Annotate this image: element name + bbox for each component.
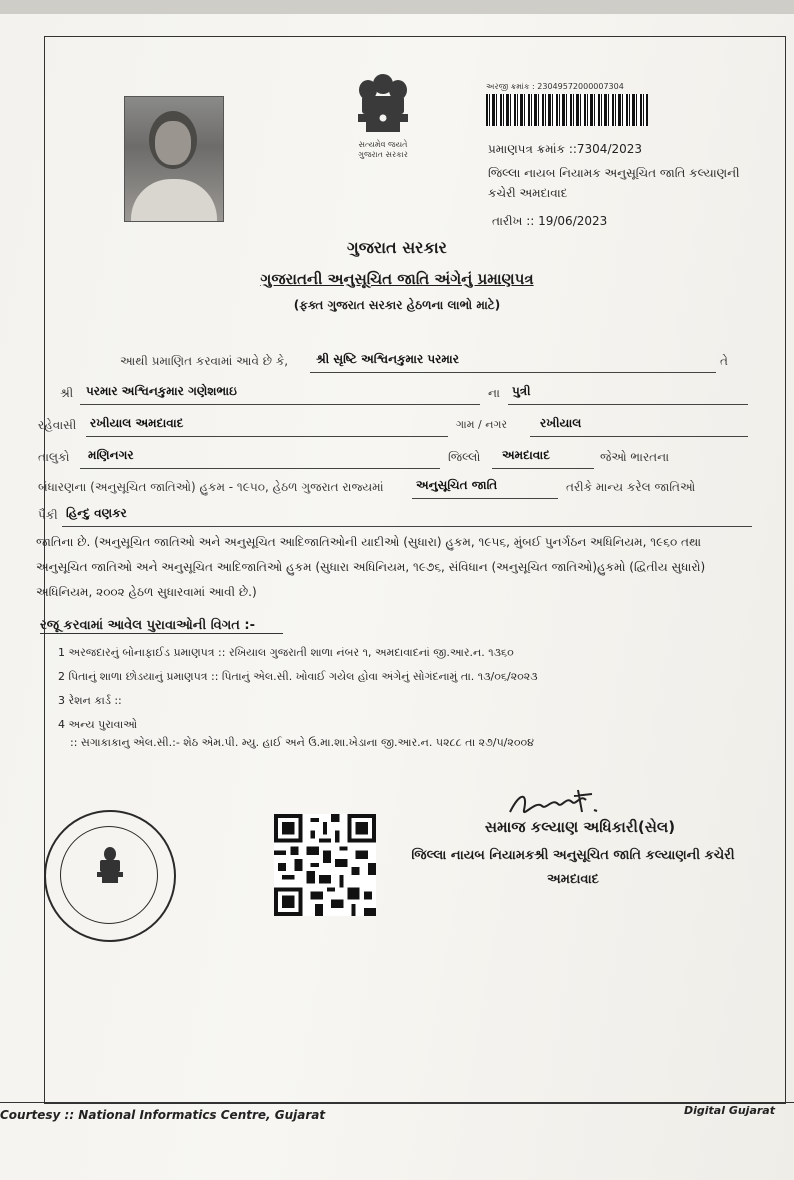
village-label: ગામ / નગર [456, 418, 508, 431]
emblem-motto: સત્યમેવ જયતે [358, 140, 408, 149]
applicant-name: શ્રી સૃષ્ટિ અશ્વિનકુમાર પરમાર [316, 352, 459, 366]
father-prefix: શ્રી [60, 386, 74, 400]
officer-office: જિલ્લા નાયબ નિયામકશ્રી અનુસૂચિત જાતિ કલ્યાણની કચેરી [411, 848, 735, 863]
seal-emblem-icon [94, 846, 126, 886]
office-seal [44, 810, 176, 942]
evidence-item-4: 4 અન્ય પુરાવાઓ [58, 718, 138, 731]
district-suffix: જેઓ ભારતના [600, 450, 670, 464]
taluka-label: તાલુકો [38, 450, 70, 464]
applicant-photo [124, 96, 224, 222]
evidence-item-1: 1 અરજદારનું બોનાફાઈડ પ્રમાણપત્ર :: રખિયાલ ગુજરાતી શાળા નંબર ૧, અમદાવાદનાં જી.આર.ન. ૧૩૬૦ [58, 646, 514, 659]
issuing-office-line-1: જિલ્લા નાયબ નિયામક અનુસૂચિત જાતિ કલ્યાણની [488, 166, 740, 180]
issue-date: તારીખ :: 19/06/2023 [492, 214, 608, 228]
application-number: અરજી ક્રમાંક : 23049572000007304 [486, 82, 624, 91]
certificate-number: પ્રમાણપત્ર ક્રમાંક ::7304/2023 [488, 142, 643, 156]
emblem-caption [330, 140, 436, 160]
usage-note: (ફક્ત ગુજરાત સરકાર હેઠળના લાભો માટે) [293, 298, 501, 312]
certificate-page [0, 14, 794, 1180]
qr-code [274, 814, 376, 916]
evidence-item-3: 3 રેશન કાર્ડ :: [58, 694, 122, 707]
issuing-office-line-2: કચેરી અમદાવાદ [488, 186, 568, 200]
ashoka-emblem-icon [350, 70, 416, 140]
village-line [530, 436, 748, 437]
footer-courtesy: Courtesy :: National Informatics Centre, Gujarat [0, 1108, 326, 1122]
officer-signature-icon [506, 786, 606, 822]
legal-paragraph [36, 530, 756, 605]
among-label: પૈકી [38, 508, 58, 522]
relation: પુત્રી [512, 384, 531, 398]
officer-city: અમદાવાદ [547, 872, 599, 887]
father-name: પરમાર અશ્વિનકુમાર ગણેશભાઇ [86, 384, 237, 398]
district: અમદાવાદ [502, 448, 550, 462]
emblem-gov: ગુજરાત સરકાર [358, 150, 408, 159]
barcode [486, 94, 648, 126]
caste-group: અનુસૂચિત જાતિ [416, 478, 498, 492]
caste: હિન્દુ વણકર [66, 506, 127, 520]
evidence-title: રજૂ કરવામાં આવેલ પુરાવાઓની વિગત :- [40, 618, 283, 634]
taluka-line [80, 468, 440, 469]
order-text: બંધારણના (અનુસૂચિત જાતિઓ) હુકમ - ૧૯૫૦, હેઠળ ગુજરાત રાજ્યમાં [38, 480, 384, 494]
paragraph-line-3: અધિનિયમ, ૨૦૦૨ હેઠળ સુધારવામાં આવી છે.) [36, 585, 257, 599]
resident: રખીયાલ અમદાવાદ [90, 416, 184, 430]
government-title: ગુજરાત સરકાર [347, 238, 447, 257]
relation-line [508, 404, 748, 405]
resident-line [86, 436, 448, 437]
evidence-item-2: 2 પિતાનું શાળા છોડયાનું પ્રમાણપત્ર :: પિતાનું એલ.સી. ખોવાઈ ગયેલ હોવા અંગેનું સોગંદનામું તા. ૧૩/૦૬/૨૦૨૩ [58, 670, 538, 683]
relation-prefix: ના [488, 386, 500, 400]
father-line [80, 404, 480, 405]
district-label: જિલ્લો [448, 450, 481, 464]
caste-line [62, 526, 752, 527]
officer-designation: સમાજ કલ્યાણ અધિકારી(સેલ) [484, 818, 676, 836]
caste-group-line [412, 498, 558, 499]
taluka: મણિનગર [88, 448, 134, 462]
certify-label: આથી પ્રમાણિત કરવામાં આવે છે કે, [120, 354, 289, 368]
certificate-title: ગુજરાતની અનુસૂચિત જાતિ અંગેનું પ્રમાણપત્ર [260, 270, 534, 288]
resident-label: રહેવાસી [38, 418, 77, 432]
paragraph-line-2: અનુસૂચિત જાતિઓ અને અનુસૂચિત આદિજાતિઓ હુકમ (સુધારા અધિનિયમ, ૧૯૭૬, સંવિધાન (અનુસૂચિત જાતિઓ)હુકમો (દ્વિતીય સુધારો) [36, 560, 706, 574]
recognized-text: તરીકે માન્ય કરેલ જાતિઓ [566, 480, 696, 494]
footer-divider [0, 1102, 794, 1103]
name-line [310, 372, 716, 373]
district-line [492, 468, 594, 469]
evidence-item-4-detail: :: સગાકાકાનુ એલ.સી.:- શેઠ એમ.પી. મ્યુ. હાઈ અને ઉ.મા.શા.ખેડાના જી.આર.ન. ૫૨૮૮ તા ૨૭/૫/૨૦૦૪ [70, 736, 534, 749]
footer-brand: Digital Gujarat [684, 1104, 775, 1117]
name-suffix: તે [720, 354, 728, 368]
village: રખીયાલ [540, 416, 582, 430]
paragraph-line-1: જાતિના છે. (અનુસૂચિત જાતિઓ અને અનુસૂચિત આદિજાતિઓની યાદીઓ (સુધારા) હુકમ, ૧૯૫૬, મુંબઈ પુનર્ગઠન અધિનિયમ, ૧૯૬૦ તથા [36, 535, 702, 549]
